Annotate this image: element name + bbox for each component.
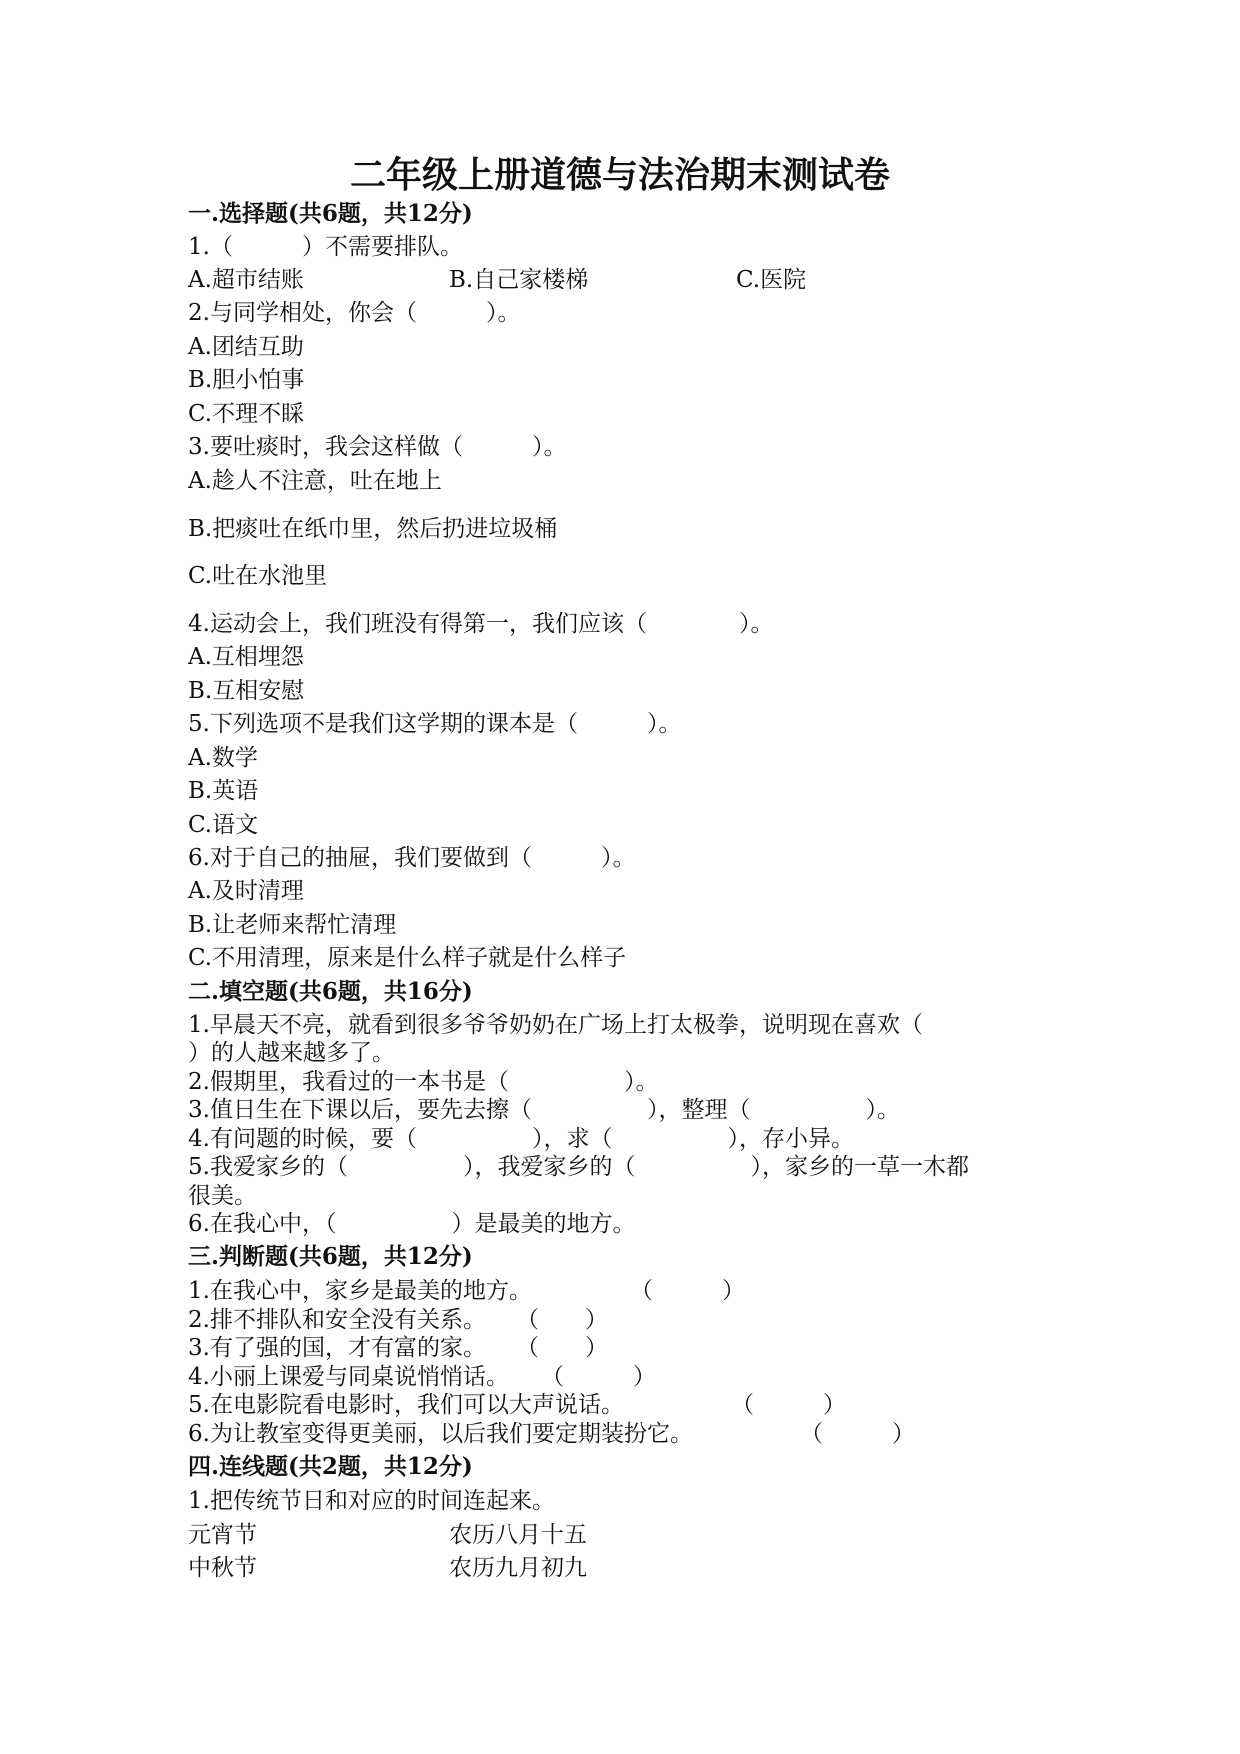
match-left-item: 中秋节 — [188, 1555, 257, 1581]
question-text: 6.在我心中，（ ）是最美的地方。 — [188, 1211, 636, 1237]
answer-blank: （ ） — [541, 1364, 656, 1390]
question-text: 5.下列选项不是我们这学期的课本是（ ）。 — [188, 711, 682, 737]
question-text: 3.要吐痰时，我会这样做（ ）。 — [188, 434, 567, 460]
answer-blank: （ ） — [516, 1307, 608, 1333]
option-c: C.吐在水池里 — [188, 563, 328, 589]
option-a: A.数学 — [188, 745, 258, 771]
page-title: 二年级上册道德与法治期末测试卷 — [349, 154, 890, 196]
option-a: A.互相埋怨 — [188, 644, 304, 670]
option-b: B.互相安慰 — [188, 678, 305, 704]
answer-blank: （ ） — [800, 1421, 915, 1447]
option-a: A.趁人不注意，吐在地上 — [188, 468, 442, 494]
question-text: 1.早晨天不亮，就看到很多爷爷奶奶在广场上打太极拳，说明现在喜欢（ — [188, 1012, 923, 1038]
question-text: 5.我爱家乡的（ ），我爱家乡的（ ），家乡的一草一木都 — [188, 1154, 969, 1180]
question-text: ）的人越来越多了。 — [188, 1040, 395, 1066]
answer-blank: （ ） — [516, 1335, 608, 1361]
option-c: C.不理不睬 — [188, 401, 305, 427]
question-text: 4.有问题的时候，要（ ），求（ ），存小异。 — [188, 1126, 854, 1152]
option-c: C.语文 — [188, 812, 259, 838]
option-c: C.不用清理，原来是什么样子就是什么样子 — [188, 945, 627, 971]
question-text: 很美。 — [188, 1183, 257, 1209]
match-left-item: 元宵节 — [188, 1522, 257, 1548]
answer-blank: （ ） — [630, 1278, 745, 1304]
option-a: A.超市结账 — [188, 267, 304, 293]
option-b: B.自己家楼梯 — [449, 267, 589, 293]
option-b: B.让老师来帮忙清理 — [188, 912, 397, 938]
question-text: 2.假期里，我看过的一本书是（ ）。 — [188, 1069, 659, 1095]
match-right-item: 农历九月初九 — [449, 1555, 587, 1581]
question-text: 1.把传统节日和对应的时间连起来。 — [188, 1488, 555, 1514]
question-text: 6.为让教室变得更美丽，以后我们要定期装扮它。 — [188, 1421, 693, 1447]
option-c: C.医院 — [736, 267, 807, 293]
question-text: 1.在我心中，家乡是最美的地方。 — [188, 1278, 532, 1304]
option-a: A.团结互助 — [188, 334, 304, 360]
section-heading-choice: 一.选择题(共6题，共12分) — [188, 200, 473, 227]
question-text: 3.有了强的国，才有富的家。 — [188, 1335, 486, 1361]
question-text: 6.对于自己的抽屉，我们要做到（ ）。 — [188, 845, 636, 871]
question-text: 1.（ ）不需要排队。 — [188, 234, 463, 260]
answer-blank: （ ） — [731, 1392, 846, 1418]
question-text: 3.值日生在下课以后，要先去擦（ ），整理（ ）。 — [188, 1097, 900, 1123]
option-a: A.及时清理 — [188, 878, 304, 904]
option-b: B.胆小怕事 — [188, 367, 305, 393]
match-right-item: 农历八月十五 — [449, 1522, 587, 1548]
section-heading-match: 四.连线题(共2题，共12分) — [188, 1453, 473, 1480]
section-heading-judge: 三.判断题(共6题，共12分) — [188, 1243, 473, 1270]
question-text: 4.运动会上，我们班没有得第一，我们应该（ ）。 — [188, 611, 774, 637]
option-b: B.把痰吐在纸巾里，然后扔进垃圾桶 — [188, 516, 558, 542]
question-text: 2.排不排队和安全没有关系。 — [188, 1307, 486, 1333]
option-b: B.英语 — [188, 778, 259, 804]
question-text: 2.与同学相处，你会（ ）。 — [188, 300, 521, 326]
section-heading-fill: 二.填空题(共6题，共16分) — [188, 978, 473, 1005]
question-text: 5.在电影院看电影时，我们可以大声说话。 — [188, 1392, 624, 1418]
question-text: 4.小丽上课爱与同桌说悄悄话。 — [188, 1364, 509, 1390]
